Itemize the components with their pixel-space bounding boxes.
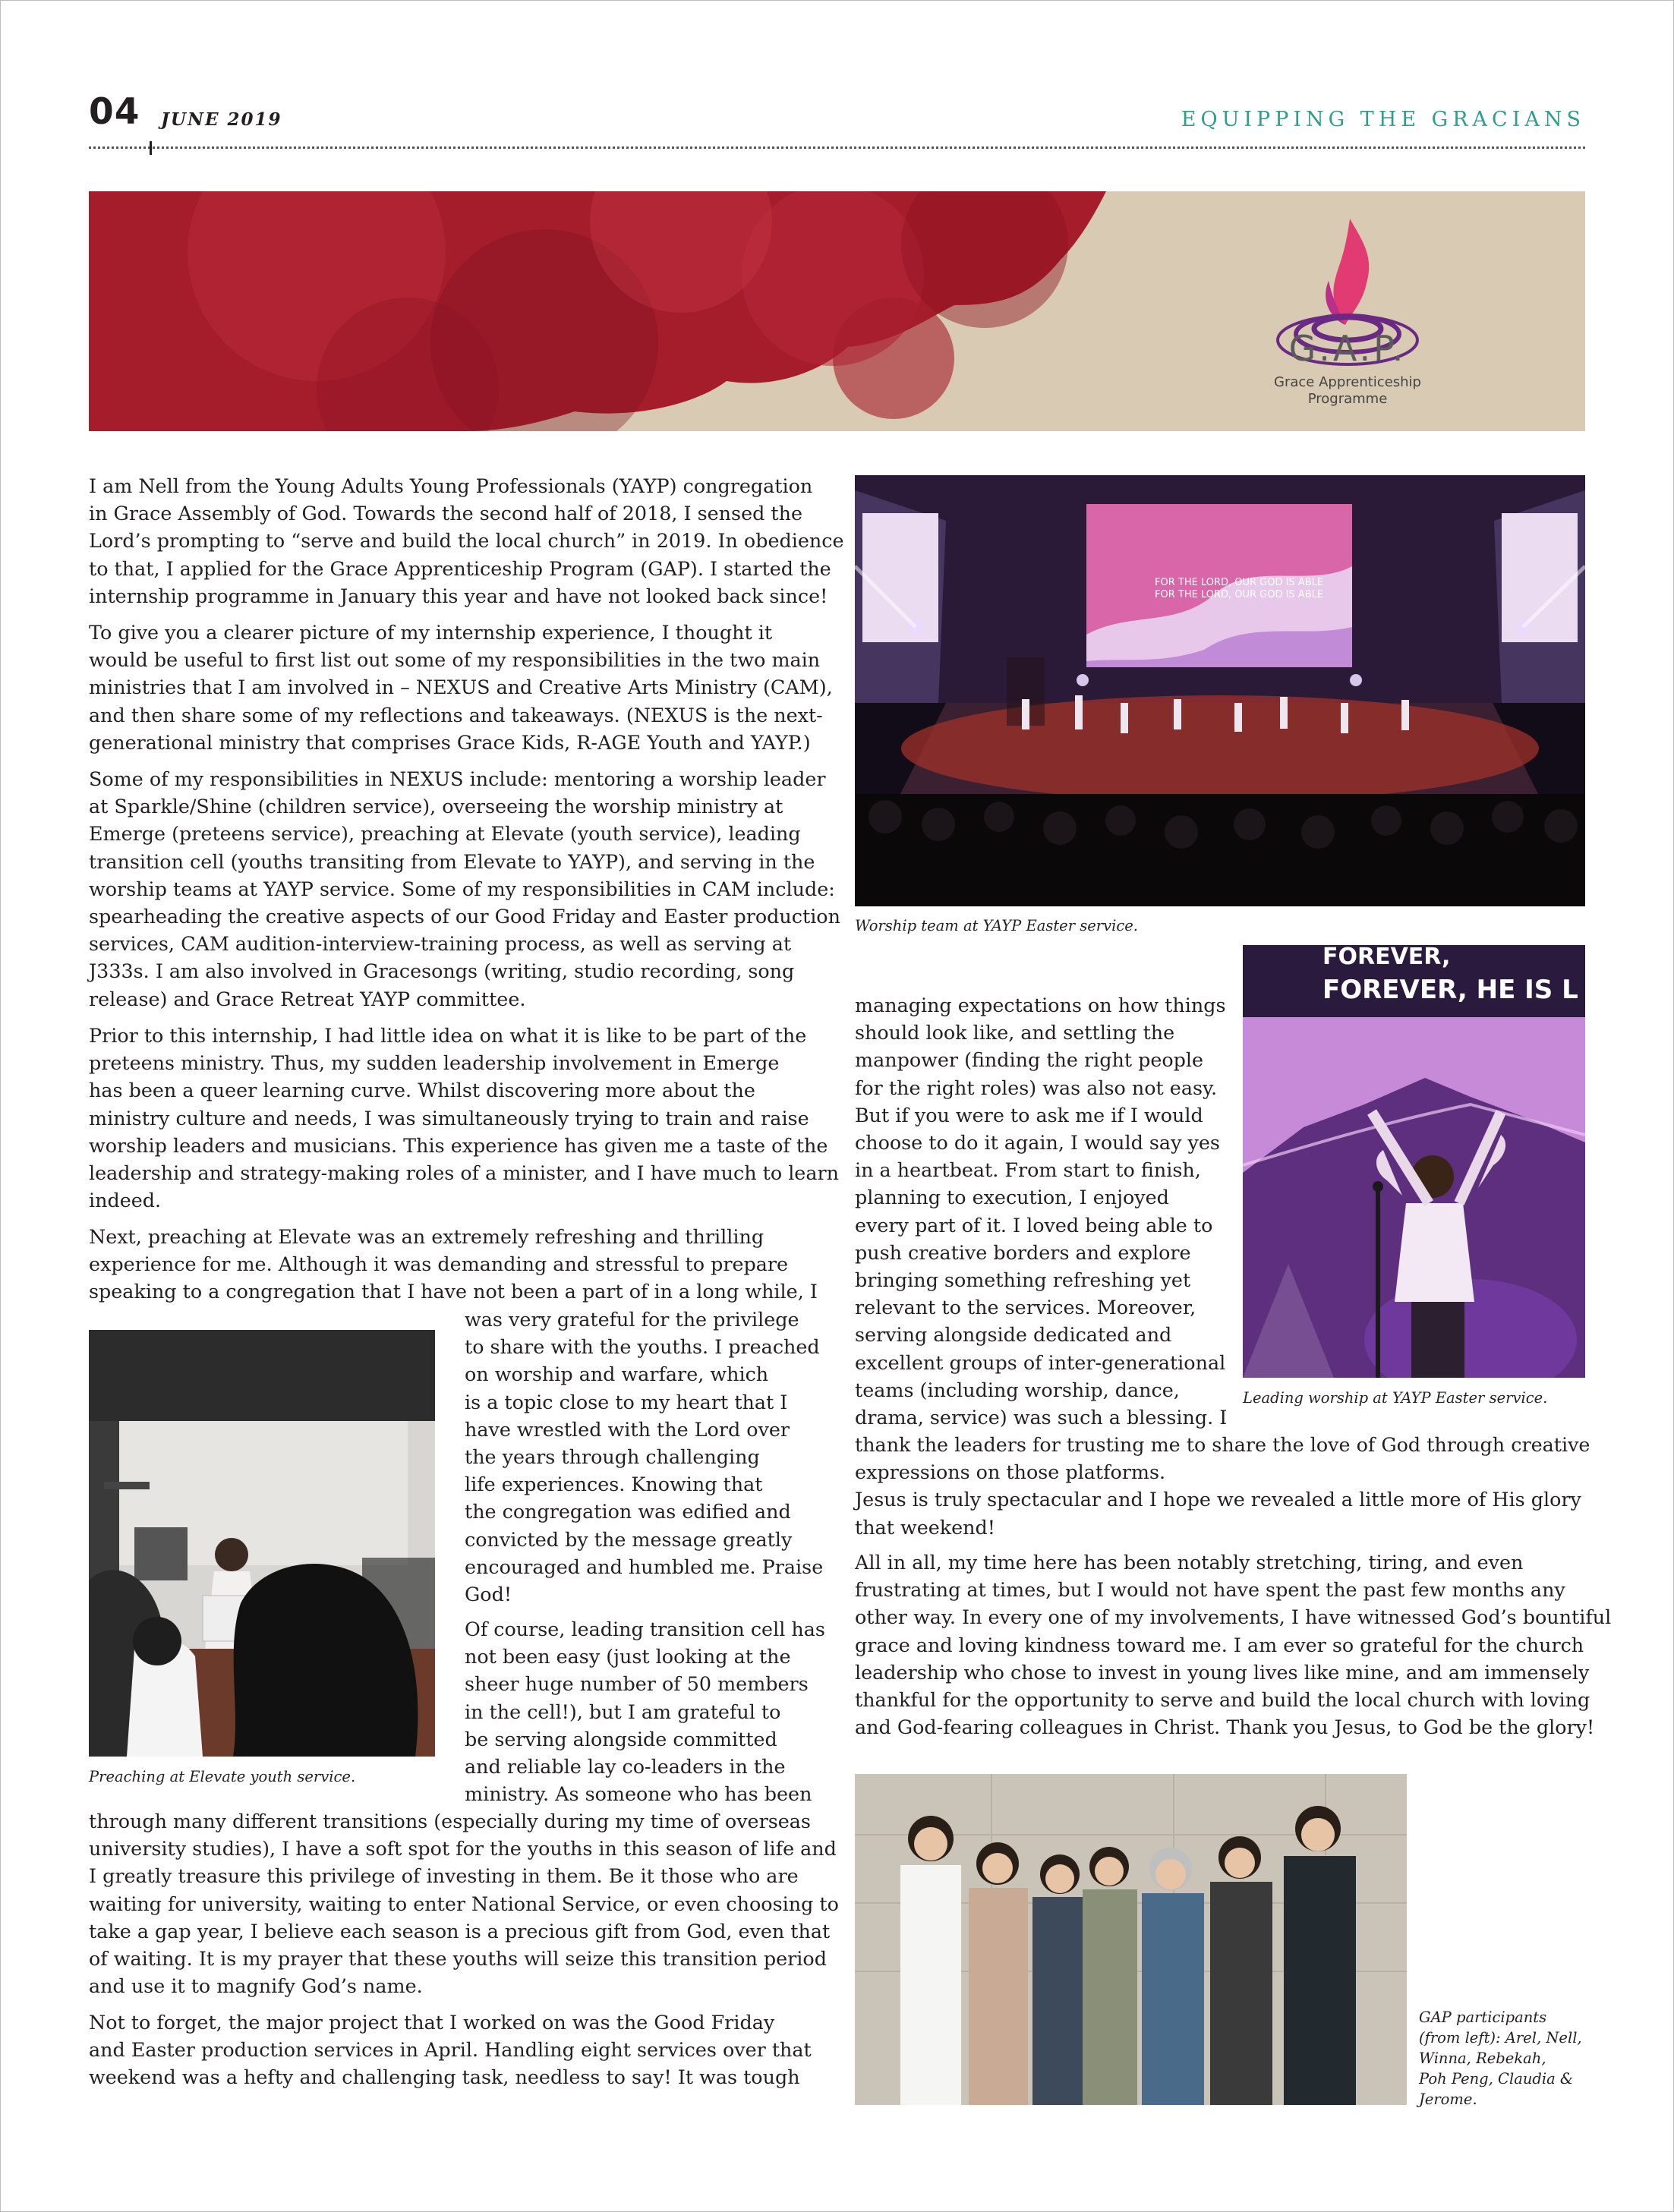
text-line: Not to forget, the major project that I worked on was the Good Friday <box>89 2011 775 2034</box>
text-line: encouraged and humbled me. Praise <box>465 1555 824 1578</box>
text-line: is a topic close to my heart that I <box>465 1390 788 1413</box>
text-line: serving alongside dedicated and <box>855 1323 1172 1347</box>
paragraph-easter-end <box>855 1431 1590 1541</box>
paragraph-transition-cell <box>89 1807 839 1999</box>
text-line: Prior to this internship, I had little idea on what it is like to be part of the <box>89 1024 807 1047</box>
paragraph-elevate-start <box>89 1223 818 1306</box>
text-line: and then share some of my reflections and takeaways. (NEXUS is the next- <box>89 703 823 726</box>
gap-logo-title: G.A.P. <box>1288 328 1407 369</box>
text-line: to share with the youths. I preached <box>465 1335 820 1359</box>
text-line: To give you a clearer picture of my internship experience, I thought it <box>89 621 773 644</box>
gap-logo-subtitle: Grace Apprenticeship Programme <box>1274 374 1421 407</box>
text-line: in Grace Assembly of God. Towards the second half of 2018, I sensed the <box>89 502 802 525</box>
text-line: manpower (finding the right people <box>855 1048 1204 1072</box>
section-title: EQUIPPING THE GRACIANS <box>1181 108 1585 131</box>
text-line: transition cell (youths transiting from Elevate to YAYP), and serving in the <box>89 849 815 873</box>
text-line: the congregation was edified and <box>465 1500 791 1524</box>
text-line: at Sparkle/Shine (children service), overseeing the worship ministry at <box>89 795 783 818</box>
paragraph-easter-wrap <box>855 991 1227 1431</box>
text-line: worship teams at YAYP service. Some of my responsibilities in CAM include: <box>89 877 835 900</box>
photo-preaching-elevate <box>89 1330 435 1757</box>
header-tick <box>150 141 152 155</box>
text-line: of waiting. It is my prayer that these youths will seize this transition period <box>89 1947 827 1971</box>
text-line: choose to do it again, I would say yes <box>855 1131 1220 1155</box>
text-line: indeed. <box>89 1189 162 1212</box>
text-line: in the cell!), but I am grateful to <box>465 1700 781 1723</box>
text-line: weekend was a hefty and challenging task, needless to say! It was tough <box>89 2065 800 2089</box>
text-line: Of course, leading transition cell has <box>465 1618 825 1640</box>
text-line: Next, preaching at Elevate was an extremely refreshing and thrilling <box>89 1225 764 1248</box>
text-line: spearheading the creative aspects of our Good Friday and Easter production <box>89 905 840 928</box>
caption-worship-team: Worship team at YAYP Easter service. <box>855 917 1139 934</box>
text-line: waiting for university, waiting to enter National Service, or even choosing to <box>89 1892 839 1915</box>
caption-leading-worship: Leading worship at YAYP Easter service. <box>1243 1389 1548 1407</box>
photo-worship-team-stage <box>855 475 1585 906</box>
text-line: other way. In every one of my involvements, I have witnessed God’s bountiful <box>855 1605 1612 1629</box>
text-line: the years through challenging <box>465 1445 760 1469</box>
paragraph-elevate-wrap <box>465 1306 823 1608</box>
text-line: planning to execution, I enjoyed <box>855 1186 1169 1209</box>
text-line: Jesus is truly spectacular and I hope we revealed a little more of His glory <box>855 1488 1581 1511</box>
text-line: relevant to the services. Moreover, <box>855 1296 1196 1319</box>
paragraph-intro <box>89 472 844 610</box>
text-line: on worship and warfare, which <box>465 1363 769 1386</box>
stage-screen-lyric-2: FOR THE LORD, OUR GOD IS ABLE <box>1155 589 1324 600</box>
text-line: leadership and strategy-making roles of a minister, and I have much to learn <box>89 1161 839 1185</box>
text-line: should look like, and settling the <box>855 1021 1175 1045</box>
text-line: thankful for the opportunity to serve and build the local church with loving <box>855 1688 1590 1712</box>
text-line: I greatly treasure this privilege of investing in them. Be it those who are <box>89 1864 799 1888</box>
text-line: ministry culture and needs, I was simultaneously trying to train and raise <box>89 1106 809 1130</box>
paragraph-responsibilities <box>89 765 840 1013</box>
text-line: be serving alongside committed <box>465 1727 777 1750</box>
text-line: speaking to a congregation that I have not been a part of in a long while, I <box>89 1280 818 1303</box>
text-line: But if you were to ask me if I would <box>855 1103 1203 1126</box>
text-line: leadership who chose to invest in young lives like mine, and am immensely <box>855 1660 1590 1684</box>
text-line: and God-fearing colleagues in Christ. Thank you Jesus, to God be the glory! <box>855 1716 1595 1739</box>
paragraph-emerge <box>89 1022 839 1214</box>
text-line: and Easter production services in April. Handling eight services over that <box>89 2038 812 2062</box>
text-line: managing expectations on how things <box>855 994 1226 1016</box>
text-line: has been a queer learning curve. Whilst discovering more about the <box>89 1079 755 1102</box>
text-line: drama, service) was such a blessing. I <box>855 1406 1228 1429</box>
text-line: All in all, my time here has been notably stretching, tiring, and even <box>855 1551 1524 1574</box>
text-line: release) and Grace Retreat YAYP committee. <box>89 987 526 1010</box>
text-line: J333s. I am also involved in Gracesongs (writing, studio recording, song <box>89 959 795 983</box>
text-line: for the right roles) was also not easy. <box>855 1076 1218 1099</box>
text-line: expressions on those platforms. <box>855 1460 1166 1484</box>
text-line: take a gap year, I believe each season is a precious gift from God, even that <box>89 1919 831 1943</box>
text-line: university studies), I have a soft spot for the youths in this season of life and <box>89 1837 837 1861</box>
text-line: bringing something refreshing yet <box>855 1268 1191 1292</box>
worship-screen-lyric-2: FOREVER, HE IS L <box>1322 975 1578 1005</box>
text-line: push creative borders and explore <box>855 1240 1191 1264</box>
paragraph-responsibilities-intro <box>89 619 833 756</box>
text-line: to that, I applied for the Grace Apprenticeship Program (GAP). I started the <box>89 556 831 580</box>
text-line: Some of my responsibilities in NEXUS include: mentoring a worship leader <box>89 767 826 790</box>
text-line: Lord’s prompting to “serve and build the local church” in 2019. In obedience <box>89 529 844 553</box>
text-line: thank the leaders for trusting me to share the love of God through creative <box>855 1433 1590 1456</box>
paragraph-conclusion <box>855 1549 1611 1741</box>
text-line: services, CAM audition-interview-training process, as well as serving at <box>89 932 792 956</box>
text-line: teams (including worship, dance, <box>855 1378 1180 1401</box>
text-line: preteens ministry. Thus, my sudden leadership involvement in Emerge <box>89 1051 780 1075</box>
text-line: and use it to magnify God’s name. <box>89 1974 423 1998</box>
text-line: in a heartbeat. From start to finish, <box>855 1158 1201 1182</box>
paragraph-easter-project <box>89 2009 812 2091</box>
text-line: that weekend! <box>855 1515 995 1539</box>
text-line: and reliable lay co-leaders in the <box>465 1755 786 1779</box>
text-line: excellent groups of inter-generational <box>855 1350 1226 1374</box>
caption-preaching: Preaching at Elevate youth service. <box>89 1768 356 1785</box>
photo-leading-worship <box>1243 945 1585 1378</box>
text-line: experience for me. Although it was demanding and stressful to prepare <box>89 1253 789 1276</box>
text-line: internship programme in January this year and have not looked back since! <box>89 584 828 607</box>
text-line: I am Nell from the Young Adults Young Professionals (YAYP) congregation <box>89 474 813 497</box>
text-line: generational ministry that comprises Grace Kids, R-AGE Youth and YAYP.) <box>89 730 811 754</box>
caption-gap-participants: GAP participants (from left): Arel, Nell, Winna, Rebekah, Poh Peng, Claudia & Jerome. <box>1419 2009 1582 2108</box>
text-line: not been easy (just looking at the <box>465 1645 791 1668</box>
text-line: ministry. As someone who has been <box>465 1782 812 1806</box>
text-line: convicted by the message greatly <box>465 1527 793 1551</box>
paragraph-transition-cell-wrap <box>465 1615 825 1807</box>
issue-date: JUNE 2019 <box>161 109 282 130</box>
text-line: would be useful to first list out some of my responsibilities in the two main <box>89 648 821 672</box>
text-line: life experiences. Knowing that <box>465 1473 763 1496</box>
page-number: 04 <box>89 91 140 133</box>
header-dotted-rule <box>89 147 1585 149</box>
stage-screen-lyric-1: FOR THE LORD, OUR GOD IS ABLE <box>1155 577 1324 588</box>
text-line: ministries that I am involved in – NEXUS and Creative Arts Ministry (CAM), <box>89 676 833 699</box>
text-line: God! <box>465 1583 512 1606</box>
photo-gap-participants <box>855 1774 1407 2105</box>
text-line: have wrestled with the Lord over <box>465 1417 790 1441</box>
text-line: sheer huge number of 50 members <box>465 1672 809 1696</box>
text-line: worship leaders and musicians. This experience has given me a taste of the <box>89 1133 828 1157</box>
worship-screen-lyric-1: FOREVER, <box>1322 945 1451 970</box>
text-line: through many different transitions (especially during my time of overseas <box>89 1810 811 1832</box>
text-line: grace and loving kindness toward me. I am ever so grateful for the church <box>855 1633 1584 1656</box>
text-line: Emerge (preteens service), preaching at Elevate (youth service), leading <box>89 822 801 846</box>
text-line: frustrating at times, but I would not have spent the past few months any <box>855 1578 1565 1602</box>
text-line: was very grateful for the privilege <box>465 1308 799 1331</box>
text-line: every part of it. I loved being able to <box>855 1213 1213 1237</box>
